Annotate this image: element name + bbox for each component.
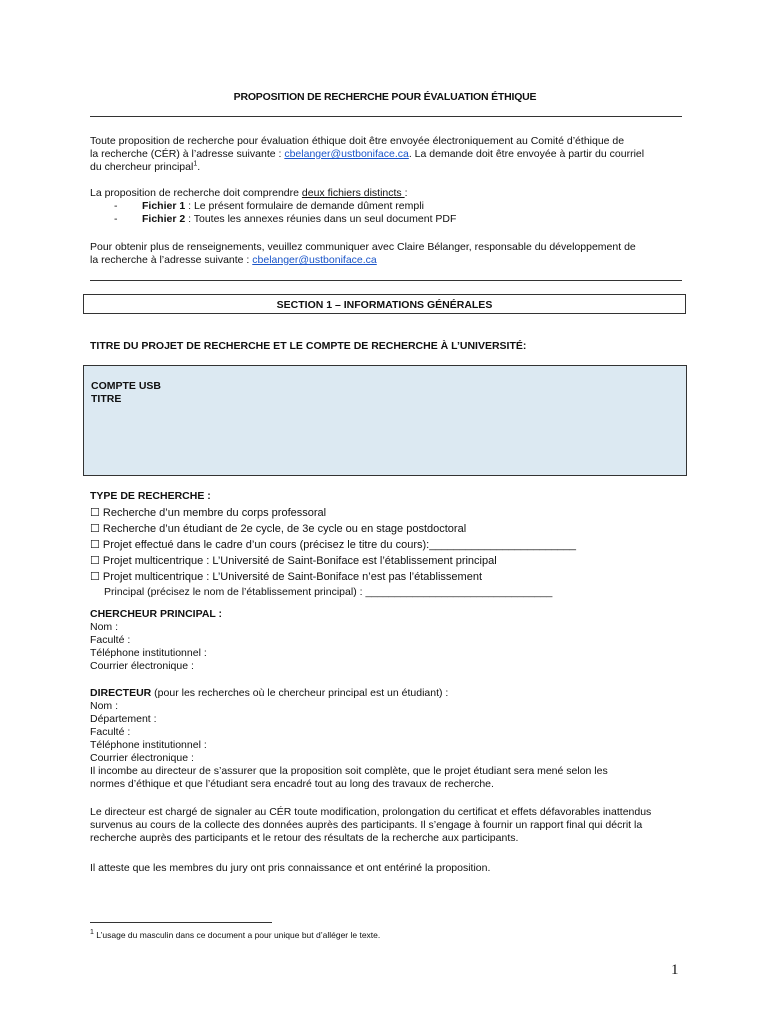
- research-type-option-2[interactable]: ☐ Recherche d’un étudiant de 2e cycle, de 3e cycle ou en stage postdoctoral: [90, 523, 467, 535]
- research-type-option-4[interactable]: ☐ Projet multicentrique : L’Université de Saint-Boniface est l’établissement principal: [90, 555, 497, 567]
- director-paragraph-1-line-2: normes d’éthique et que l’étudiant sera encadré tout au long des travaux de recherche.: [90, 778, 494, 790]
- footnote-number: 1: [90, 929, 94, 937]
- account-label: COMPTE USB: [91, 380, 162, 392]
- page-number: 1: [671, 962, 679, 978]
- footnote-divider: [90, 922, 272, 923]
- research-type-heading: TYPE DE RECHERCHE :: [90, 490, 211, 502]
- research-type-option-3[interactable]: ☐ Projet effectué dans le cadre d’un cours (précisez le titre du cours):________________________: [90, 539, 577, 551]
- contact-line-2-text: la recherche à l’adresse suivante :: [90, 254, 253, 266]
- intro-line-2-text: la recherche (CÉR) à l’adresse suivante :: [90, 148, 285, 160]
- divider: [90, 280, 682, 281]
- intro-line-1: Toute proposition de recherche pour évaluation éthique doit être envoyée électroniquement au Comité d’éthique de: [90, 135, 625, 147]
- director-heading-note: (pour les recherches où le chercheur principal est un étudiant) :: [151, 687, 449, 699]
- director-paragraph-2-line-3: recherche auprès des participants et le retour des résultats de la recherche aux participants.: [90, 832, 519, 844]
- director-department-field: Département :: [90, 713, 157, 725]
- research-type-option-5[interactable]: ☐ Projet multicentrique : L’Université de Saint-Boniface n’est pas l’établissement: [90, 571, 482, 583]
- director-name-field: Nom :: [90, 700, 119, 712]
- intro-line-3-text: du chercheur principal: [90, 161, 194, 173]
- file-item-1: [90, 200, 690, 213]
- director-paragraph-2-line-1: Le directeur est chargé de signaler au CÉR toute modification, prolongation du certificat et effets défavorables inattendus: [90, 806, 652, 818]
- intro-line-2-end: . La demande doit être envoyée à partir du courriel: [408, 148, 645, 160]
- project-title-box[interactable]: [83, 365, 687, 476]
- principal-phone-field: Téléphone institutionnel :: [90, 647, 207, 659]
- director-paragraph-1-line-1: Il incombe au directeur de s’assurer que la proposition soit complète, que le projet étudiant sera mené selon les: [90, 765, 608, 777]
- director-paragraph-2: [90, 806, 690, 845]
- research-type-block: [90, 490, 690, 599]
- director-heading-line: [90, 687, 690, 700]
- files-block: [90, 187, 690, 226]
- director-phone-field: Téléphone institutionnel :: [90, 739, 207, 751]
- file-item-2-label: Fichier 2: [142, 213, 186, 225]
- director-block: [90, 687, 690, 791]
- divider: [90, 116, 682, 117]
- file-item-2: [90, 213, 690, 226]
- document-title: PROPOSITION DE RECHERCHE POUR ÉVALUATION ÉTHIQUE: [233, 91, 537, 103]
- file-item-1-text: : Le présent formulaire de demande dûment rempli: [185, 200, 424, 212]
- list-dash: -: [114, 200, 118, 212]
- footnote-text: L’usage du masculin dans ce document a pour unique but d’alléger le texte.: [93, 930, 381, 940]
- intro-paragraph: [90, 135, 690, 174]
- research-type-option-1[interactable]: ☐ Recherche d’un membre du corps professoral: [90, 507, 327, 519]
- intro-line-3-end: .: [197, 161, 201, 173]
- files-lead-text: La proposition de recherche doit comprendre: [90, 187, 302, 199]
- footnote: [90, 930, 380, 940]
- director-paragraph-3: Il atteste que les membres du jury ont pris connaissance et ont entériné la proposition.: [90, 862, 491, 874]
- ethics-email-link[interactable]: cbelanger@ustboniface.ca: [284, 148, 409, 160]
- contact-line-1: Pour obtenir plus de renseignements, veuillez communiquer avec Claire Bélanger, responsable du développement de: [90, 241, 636, 253]
- principal-block: [90, 608, 690, 673]
- intro-line-3: [90, 161, 690, 174]
- project-title-heading: TITRE DU PROJET DE RECHERCHE ET LE COMPTE DE RECHERCHE À L’UNIVERSITÉ:: [90, 340, 527, 352]
- director-faculty-field: Faculté :: [90, 726, 131, 738]
- principal-name-field: Nom :: [90, 621, 119, 633]
- research-type-option-5-continued: Principal (précisez le nom de l’établissement principal) : ________________________________: [104, 586, 553, 598]
- principal-email-field: Courrier électronique :: [90, 660, 194, 672]
- title-label: TITRE: [91, 393, 122, 405]
- contact-line-2: [90, 254, 690, 267]
- files-lead-end: :: [404, 187, 408, 199]
- section-1-heading: SECTION 1 – INFORMATIONS GÉNÉRALES: [83, 294, 686, 314]
- footnote-ref: 1: [193, 160, 198, 168]
- principal-faculty-field: Faculté :: [90, 634, 131, 646]
- file-item-1-label: Fichier 1: [142, 200, 186, 212]
- director-heading: DIRECTEUR: [90, 687, 152, 699]
- intro-line-2: [90, 148, 690, 161]
- contact-email-link[interactable]: cbelanger@ustboniface.ca: [252, 254, 377, 266]
- files-lead-underlined: deux fichiers distincts: [301, 187, 405, 199]
- contact-paragraph: [90, 241, 690, 267]
- file-item-2-text: : Toutes les annexes réunies dans un seul document PDF: [185, 213, 457, 225]
- principal-heading: CHERCHEUR PRINCIPAL :: [90, 608, 223, 620]
- files-lead: [90, 187, 690, 200]
- director-paragraph-2-line-2: survenus au cours de la collecte des données auprès des participants. Il s’engage à fournir un rapport final qui décrit la: [90, 819, 643, 831]
- director-email-field: Courrier électronique :: [90, 752, 194, 764]
- list-dash: -: [114, 213, 118, 225]
